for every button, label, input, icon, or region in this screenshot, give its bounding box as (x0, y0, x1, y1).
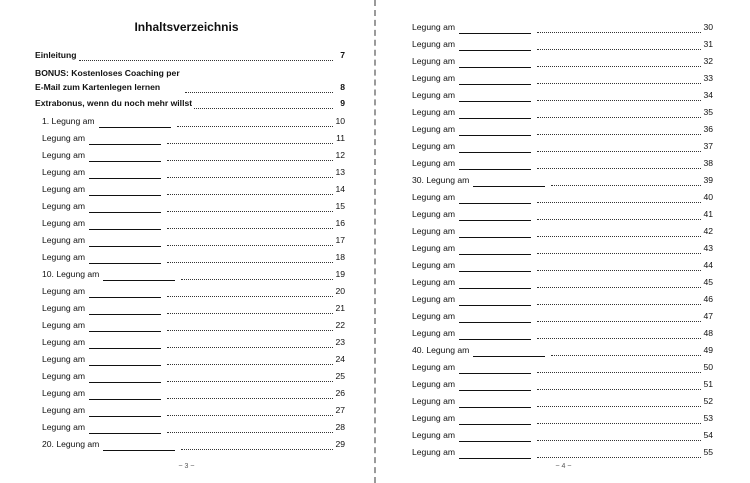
page-number-footer: ~ 4 ~ (555, 463, 572, 470)
toc-page-number: 45 (703, 277, 713, 287)
dot-leader (537, 277, 701, 288)
date-blank-line (459, 227, 531, 238)
toc-entry-label: Legung am (412, 56, 456, 66)
toc-entry-label: Legung am (42, 303, 86, 313)
toc-entry[interactable] (412, 309, 713, 323)
toc-entry-label: Legung am (42, 184, 86, 194)
dot-leader (185, 82, 333, 93)
toc-page-number: 35 (703, 107, 713, 117)
toc-entry[interactable] (412, 394, 713, 408)
toc-entry[interactable] (35, 96, 345, 110)
date-blank-line (89, 338, 161, 349)
toc-entry-label: Legung am (412, 39, 456, 49)
left-page (0, 0, 373, 483)
toc-entry-label: Legung am (42, 218, 86, 228)
date-blank-line (89, 406, 161, 417)
toc-page-number: 40 (703, 192, 713, 202)
dot-leader (537, 328, 701, 339)
date-blank-line (89, 202, 161, 213)
toc-page-number: 11 (336, 133, 345, 143)
right-page (377, 0, 750, 483)
date-blank-line (459, 74, 531, 85)
toc-entry[interactable] (42, 250, 345, 264)
dot-leader (537, 73, 701, 84)
toc-page-number: 33 (703, 73, 713, 83)
toc-entry[interactable] (42, 369, 345, 383)
dot-leader (167, 218, 333, 229)
date-blank-line (459, 278, 531, 289)
dot-leader (167, 388, 333, 399)
toc-entry-label: Legung am (42, 167, 86, 177)
toc-entry[interactable] (412, 224, 713, 238)
date-blank-line (89, 168, 161, 179)
toc-entry[interactable] (42, 284, 345, 298)
toc-entry-label: Legung am (412, 294, 456, 304)
toc-entry-label: Legung am (42, 252, 86, 262)
toc-page-number: 23 (335, 337, 345, 347)
toc-entry[interactable] (412, 428, 713, 442)
toc-entry[interactable] (42, 301, 345, 315)
date-blank-line (459, 380, 531, 391)
toc-entry[interactable] (412, 20, 713, 34)
toc-entry-label: Legung am (42, 133, 86, 143)
dot-leader (537, 158, 701, 169)
dot-leader (537, 260, 701, 271)
toc-entry-label: Legung am (412, 328, 456, 338)
dot-leader (167, 184, 333, 195)
toc-entry[interactable] (42, 148, 345, 162)
toc-page-number: 19 (335, 269, 345, 279)
dot-leader (551, 175, 701, 186)
toc-page-number: 26 (335, 388, 345, 398)
toc-page-number: 39 (703, 175, 713, 185)
toc-page-number: 16 (335, 218, 345, 228)
dot-leader (537, 447, 701, 458)
date-blank-line (103, 440, 175, 451)
toc-page-number: 30 (703, 22, 713, 32)
toc-page-number: 14 (335, 184, 345, 194)
toc-entry-label: Legung am (412, 277, 456, 287)
dot-leader (537, 362, 701, 373)
dot-leader (537, 107, 701, 118)
dot-leader (537, 311, 701, 322)
date-blank-line (89, 185, 161, 196)
toc-entry[interactable] (42, 114, 345, 128)
toc-entry[interactable] (412, 105, 713, 119)
dot-leader (537, 56, 701, 67)
toc-page-number: 28 (335, 422, 345, 432)
dot-leader (537, 22, 701, 33)
dot-leader (167, 320, 333, 331)
toc-entry-label: Extrabonus, wenn du noch mehr willst (35, 98, 193, 108)
toc-entry-label: Legung am (412, 396, 456, 406)
toc-entry[interactable] (412, 173, 713, 187)
toc-page-number: 15 (335, 201, 345, 211)
toc-page-number: 25 (335, 371, 345, 381)
dot-leader (537, 90, 701, 101)
toc-entry-label: Legung am (42, 388, 86, 398)
toc-page-number: 29 (335, 439, 345, 449)
date-blank-line (459, 159, 531, 170)
toc-page-number: 41 (703, 209, 713, 219)
date-blank-line (459, 329, 531, 340)
toc-page-number: 31 (703, 39, 713, 49)
dot-leader (537, 243, 701, 254)
toc-page-number: 43 (703, 243, 713, 253)
date-blank-line (89, 219, 161, 230)
date-blank-line (459, 363, 531, 374)
dot-leader (537, 192, 701, 203)
toc-entry-label: 20. Legung am (42, 439, 100, 449)
date-blank-line (103, 270, 175, 281)
toc-entry[interactable] (412, 411, 713, 425)
toc-entry-label: Legung am (42, 422, 86, 432)
toc-entry[interactable] (412, 156, 713, 170)
date-blank-line (473, 346, 545, 357)
dot-leader (167, 201, 333, 212)
date-blank-line (459, 57, 531, 68)
toc-entry[interactable] (412, 241, 713, 255)
toc-entry-label: Legung am (412, 141, 456, 151)
dot-leader (167, 422, 333, 433)
date-blank-line (459, 414, 531, 425)
toc-page-number: 54 (703, 430, 713, 440)
date-blank-line (89, 304, 161, 315)
toc-page-number: 7 (340, 50, 345, 60)
page-divider (374, 0, 376, 483)
toc-page-number: 8 (340, 82, 345, 92)
toc-entry-label: Legung am (42, 286, 86, 296)
dot-leader (167, 286, 333, 297)
toc-entry[interactable] (42, 165, 345, 179)
dot-leader (537, 124, 701, 135)
dot-leader (167, 354, 333, 365)
dot-leader (537, 379, 701, 390)
dot-leader (537, 430, 701, 441)
dot-leader (537, 294, 701, 305)
toc-entry-label: Legung am (412, 107, 456, 117)
dot-leader (177, 116, 333, 127)
toc-entry[interactable] (412, 54, 713, 68)
date-blank-line (473, 176, 545, 187)
toc-entry-label: 1. Legung am (42, 116, 95, 126)
toc-entry[interactable] (412, 326, 713, 340)
toc-page-number: 49 (703, 345, 713, 355)
toc-entry-label: Legung am (42, 354, 86, 364)
toc-entry-label: Legung am (412, 226, 456, 236)
toc-entry[interactable] (42, 352, 345, 366)
toc-entry-label: Legung am (412, 447, 456, 457)
date-blank-line (459, 40, 531, 51)
toc-entry-label: Legung am (412, 430, 456, 440)
toc-entry[interactable] (412, 445, 713, 459)
toc-page-number: 52 (703, 396, 713, 406)
toc-page-number: 34 (703, 90, 713, 100)
toc-entry-label: Legung am (412, 73, 456, 83)
dot-leader (537, 141, 701, 152)
toc-page-number: 13 (335, 167, 345, 177)
date-blank-line (459, 91, 531, 102)
toc-entry[interactable] (42, 403, 345, 417)
dot-leader (181, 439, 333, 450)
toc-entry[interactable] (42, 318, 345, 332)
date-blank-line (459, 431, 531, 442)
dot-leader (537, 396, 701, 407)
date-blank-line (89, 355, 161, 366)
toc-page-number: 22 (335, 320, 345, 330)
dot-leader (537, 226, 701, 237)
toc-entry-label: Legung am (412, 158, 456, 168)
date-blank-line (89, 389, 161, 400)
toc-entry[interactable] (42, 267, 345, 281)
toc-entry-label: 10. Legung am (42, 269, 100, 279)
toc-page-number: 32 (703, 56, 713, 66)
dot-leader (79, 50, 333, 61)
toc-entry-label: Legung am (412, 209, 456, 219)
toc-entry-label: Legung am (412, 413, 456, 423)
date-blank-line (459, 312, 531, 323)
toc-entry[interactable] (42, 437, 345, 451)
toc-page-number: 37 (703, 141, 713, 151)
toc-entry[interactable] (412, 258, 713, 272)
date-blank-line (459, 397, 531, 408)
dot-leader (194, 98, 333, 109)
dot-leader (537, 209, 701, 220)
date-blank-line (459, 142, 531, 153)
toc-title: Inhaltsverzeichnis (134, 20, 239, 34)
dot-leader (551, 345, 701, 356)
toc-entry-label: Legung am (42, 337, 86, 347)
toc-entry-label: Legung am (412, 192, 456, 202)
toc-entry[interactable] (412, 139, 713, 153)
toc-page-number: 51 (703, 379, 713, 389)
toc-entry[interactable] (42, 420, 345, 434)
toc-entry[interactable] (412, 360, 713, 374)
toc-entry-label: Legung am (412, 124, 456, 134)
toc-entry-label: Legung am (412, 379, 456, 389)
toc-page-number: 48 (703, 328, 713, 338)
toc-page-number: 20 (335, 286, 345, 296)
toc-entry[interactable] (42, 216, 345, 230)
toc-entry[interactable] (412, 292, 713, 306)
dot-leader (167, 252, 333, 263)
toc-entry-label: Legung am (42, 201, 86, 211)
toc-entry[interactable] (42, 233, 345, 247)
dot-leader (167, 167, 333, 178)
dot-leader (167, 150, 333, 161)
date-blank-line (89, 321, 161, 332)
date-blank-line (459, 108, 531, 119)
date-blank-line (89, 236, 161, 247)
toc-entry[interactable] (412, 122, 713, 136)
dot-leader (167, 337, 333, 348)
toc-page-number: 38 (703, 158, 713, 168)
dot-leader (181, 269, 333, 280)
toc-entry[interactable] (412, 190, 713, 204)
toc-page-number: 42 (703, 226, 713, 236)
date-blank-line (89, 151, 161, 162)
date-blank-line (459, 193, 531, 204)
date-blank-line (459, 295, 531, 306)
toc-page-number: 55 (703, 447, 713, 457)
date-blank-line (89, 287, 161, 298)
toc-entry[interactable] (412, 71, 713, 85)
toc-entry-label: 30. Legung am (412, 175, 470, 185)
toc-page-number: 53 (703, 413, 713, 423)
toc-entry[interactable] (412, 377, 713, 391)
toc-page-number: 12 (335, 150, 345, 160)
date-blank-line (459, 261, 531, 272)
toc-entry[interactable] (42, 182, 345, 196)
toc-entry[interactable] (412, 207, 713, 221)
dot-leader (167, 303, 333, 314)
toc-page-number: 27 (335, 405, 345, 415)
dot-leader (167, 133, 333, 144)
toc-page-number: 50 (703, 362, 713, 372)
toc-page-number: 44 (703, 260, 713, 270)
toc-entry-label: Legung am (412, 311, 456, 321)
toc-entry-label: Legung am (42, 371, 86, 381)
dot-leader (537, 39, 701, 50)
toc-entry[interactable] (35, 66, 345, 94)
dot-leader (537, 413, 701, 424)
date-blank-line (89, 423, 161, 434)
dot-leader (167, 405, 333, 416)
date-blank-line (459, 23, 531, 34)
date-blank-line (459, 210, 531, 221)
toc-entry-label: 40. Legung am (412, 345, 470, 355)
toc-entry-label: Legung am (412, 90, 456, 100)
toc-page-number: 47 (703, 311, 713, 321)
date-blank-line (89, 253, 161, 264)
toc-page-number: 21 (335, 303, 345, 313)
toc-page-number: 24 (335, 354, 345, 364)
date-blank-line (459, 125, 531, 136)
toc-page-number: 36 (703, 124, 713, 134)
date-blank-line (99, 117, 171, 128)
toc-entry-label: Legung am (412, 362, 456, 372)
toc-entry-label: Legung am (42, 320, 86, 330)
dot-leader (167, 371, 333, 382)
date-blank-line (459, 448, 531, 459)
date-blank-line (89, 134, 161, 145)
toc-entry[interactable] (412, 88, 713, 102)
toc-entry-label: Legung am (412, 260, 456, 270)
toc-entry[interactable] (42, 199, 345, 213)
dot-leader (167, 235, 333, 246)
date-blank-line (89, 372, 161, 383)
date-blank-line (459, 244, 531, 255)
toc-entry-label: Legung am (42, 150, 86, 160)
toc-entry[interactable] (412, 37, 713, 51)
toc-entry-label: Legung am (412, 243, 456, 253)
toc-entry-label: Legung am (42, 235, 86, 245)
toc-page-number: 9 (340, 98, 345, 108)
toc-entry-label: BONUS: Kostenloses Coaching per E-Mail zum Kartenlegen lernen (35, 68, 180, 92)
toc-entry[interactable] (42, 335, 345, 349)
toc-page-number: 18 (335, 252, 345, 262)
toc-page-number: 46 (703, 294, 713, 304)
toc-entry[interactable] (412, 343, 713, 357)
toc-page-number: 10 (335, 116, 345, 126)
toc-entry-label: Legung am (412, 22, 456, 32)
toc-entry[interactable] (42, 131, 345, 145)
toc-entry[interactable] (42, 386, 345, 400)
toc-entry-label: Einleitung (35, 50, 77, 60)
toc-entry[interactable] (35, 48, 345, 62)
page-number-footer: ~ 3 ~ (178, 463, 195, 470)
toc-page-number: 17 (335, 235, 345, 245)
toc-entry[interactable] (412, 275, 713, 289)
toc-entry-label: Legung am (42, 405, 86, 415)
